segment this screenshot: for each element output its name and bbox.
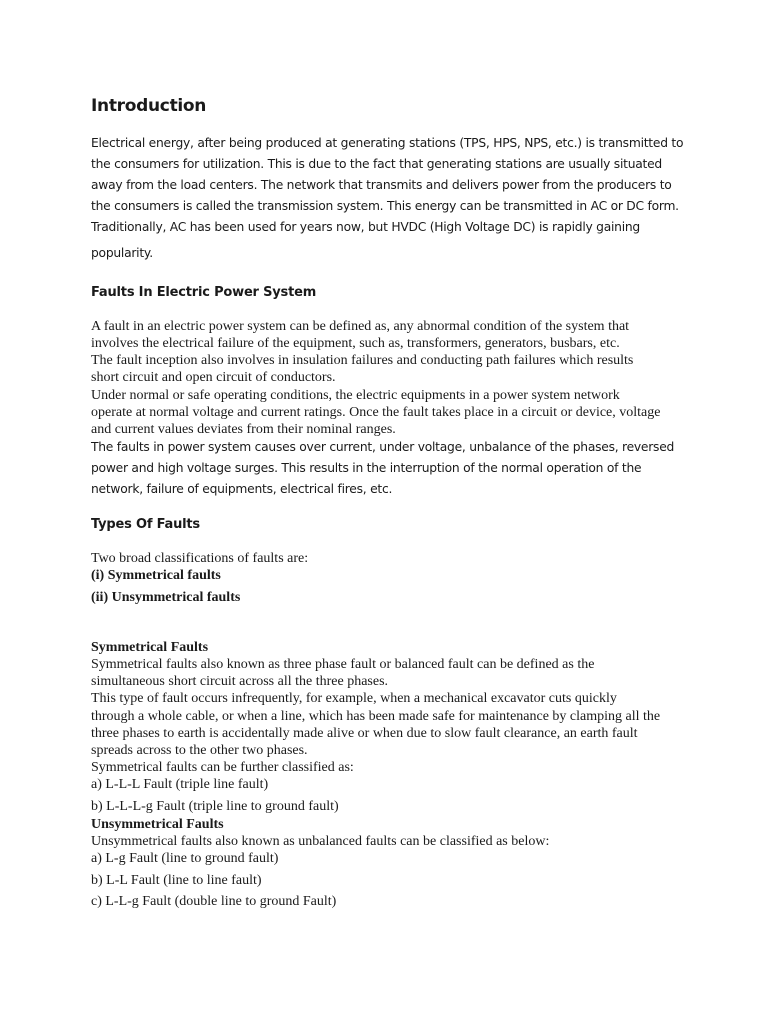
faults-sans-line-2: power and high voltage surges. This results in the interruption of the normal operation of the — [91, 461, 642, 475]
symmetrical-line-7: Symmetrical faults can be further classified as: — [91, 760, 354, 775]
faults-serif-line-2: involves the electrical failure of the equipment, such as, transformers, generators, busbars, etc. — [91, 336, 620, 351]
types-class-unsymmetrical: (ii) Unsymmetrical faults — [91, 590, 241, 605]
types-class-symmetrical: (i) Symmetrical faults — [91, 568, 221, 583]
symmetrical-line-2: simultaneous short circuit across all the three phases. — [91, 674, 389, 689]
symmetrical-line-5: three phases to earth is accidentally made alive or when due to slow fault clearance, an earth fault — [91, 726, 638, 741]
symmetrical-line-4: through a whole cable, or when a line, which has been made safe for maintenance by clamping all the — [91, 709, 661, 724]
intro-line-4: the consumers is called the transmission system. This energy can be transmitted in AC or DC form. — [91, 199, 679, 213]
faults-sans-line-1: The faults in power system causes over current, under voltage, unbalance of the phases, reversed — [91, 440, 675, 454]
types-intro-line: Two broad classifications of faults are: — [91, 551, 309, 566]
symmetrical-item-b: b) L-L-L-g Fault (triple line to ground fault) — [91, 799, 339, 814]
types-heading: Types Of Faults — [91, 517, 200, 532]
unsymmetrical-item-b: b) L-L Fault (line to line fault) — [91, 873, 262, 888]
faults-serif-line-1: A fault in an electric power system can be defined as, any abnormal condition of the system that — [91, 319, 630, 334]
faults-sans-line-3: network, failure of equipments, electrical fires, etc. — [91, 482, 393, 496]
faults-serif-line-5: Under normal or safe operating conditions, the electric equipments in a power system network — [91, 388, 620, 403]
faults-heading: Faults In Electric Power System — [91, 285, 317, 300]
faults-serif-line-4: short circuit and open circuit of conductors. — [91, 370, 336, 385]
intro-line-2: the consumers for utilization. This is due to the fact that generating stations are usually situated — [91, 157, 662, 171]
unsymmetrical-item-a: a) L-g Fault (line to ground fault) — [91, 851, 279, 866]
unsymmetrical-heading: Unsymmetrical Faults — [91, 817, 224, 832]
faults-serif-line-6: operate at normal voltage and current ratings. Once the fault takes place in a circuit or device, voltage — [91, 405, 661, 420]
intro-line-3: away from the load centers. The network that transmits and delivers power from the producers to — [91, 178, 672, 192]
intro-heading: Introduction — [91, 96, 207, 116]
symmetrical-item-a: a) L-L-L Fault (triple line fault) — [91, 777, 269, 792]
intro-line-6: popularity. — [91, 246, 153, 260]
faults-serif-line-7: and current values deviates from their nominal ranges. — [91, 422, 396, 437]
symmetrical-line-1: Symmetrical faults also known as three phase fault or balanced fault can be defined as the — [91, 657, 595, 672]
unsymmetrical-intro-line: Unsymmetrical faults also known as unbalanced faults can be classified as below: — [91, 834, 550, 849]
intro-line-5: Traditionally, AC has been used for years now, but HVDC (High Voltage DC) is rapidly gaining — [91, 220, 640, 234]
symmetrical-line-6: spreads across to the other two phases. — [91, 743, 308, 758]
symmetrical-line-3: This type of fault occurs infrequently, for example, when a mechanical excavator cuts quickly — [91, 691, 617, 706]
unsymmetrical-item-c: c) L-L-g Fault (double line to ground Fault) — [91, 894, 337, 909]
symmetrical-heading: Symmetrical Faults — [91, 640, 209, 655]
faults-serif-line-3: The fault inception also involves in insulation failures and conducting path failures which results — [91, 353, 634, 368]
intro-line-1: Electrical energy, after being produced at generating stations (TPS, HPS, NPS, etc.) is transmitted to — [91, 136, 684, 150]
